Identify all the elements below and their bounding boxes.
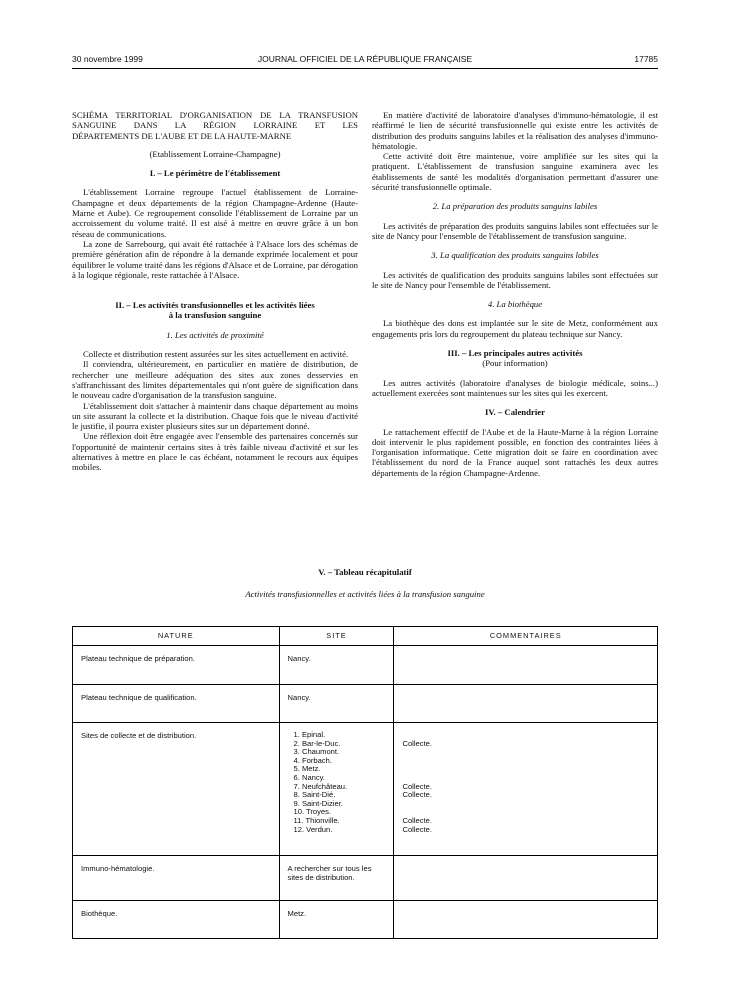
table-row <box>73 685 658 723</box>
site-item: 4. Forbach. <box>293 755 332 765</box>
establishment-name: (Etablissement Lorraine-Champagne) <box>149 148 281 159</box>
right-paragraph2: Cette activité doit être maintenue, voire amplifiée sur les sites qui la pratiquent. L'établissement de transfusion sanguine examinera avec les établissements de santé les modalités d'organisation permettant d'assurer une sécurité transfusionnelle optimale. <box>372 151 658 193</box>
section1-paragraph1: L'établissement Lorraine regroupe l'actuel établissement de Lorraine-Champagne et deux départements de la région Champagne-Ardenne (Haute-Marne et Aube). Ce regroupement consolide l'établissement de Lorraine par un accroissement du volume traité. Il est aisé à mettre en œuvre grâce à un bon réseau de communications. <box>72 187 358 239</box>
table-row <box>73 901 658 939</box>
comments-cell <box>394 856 658 901</box>
section1-paragraph2: La zone de Sarrebourg, qui avait été rattachée à l'Alsace lors des schémas de première génération afin de répondre à la demande exprimée localement et pour équilibrer le volume traité dans les régions d'Alsace et de Lorraine, par dérogation à la logique régionale, reste rattachée à l'Alsace. <box>72 238 358 280</box>
comment-item <box>402 748 649 757</box>
comment-item: Collecte. <box>402 781 433 791</box>
table-subtitle: Activités transfusionnelles et activités liées à la transfusion sanguine <box>245 589 485 599</box>
site-item: 8. Saint-Dié. <box>293 790 336 800</box>
section2-paragraph4: Une réflexion doit être engagée avec l'ensemble des partenaires concernés sur l'opportunité de maintenir certains sites à très faible niveau d'activité et sur les alternatives à mettre en place le cas échéant, notamment le recours aux équipes mobiles. <box>72 431 358 473</box>
comments-cell <box>394 685 658 723</box>
right-paragraph4: Les activités de qualification des produits sanguins labiles sont effectuées sur le site de Nancy pour l'ensemble de l'établissement. <box>372 269 658 290</box>
comment-item <box>402 731 649 740</box>
site-item: 3. Chaumont. <box>293 747 340 757</box>
site-cell: Nancy. <box>279 685 394 723</box>
section4-heading: IV. – Calendrier <box>485 407 545 418</box>
header-nature: NATURE <box>73 627 280 646</box>
nature-cell: Plateau technique de préparation. <box>73 646 280 685</box>
comment-item <box>402 757 649 766</box>
site-item: 11. Thionville. <box>293 815 340 825</box>
nature-cell: Biothèque. <box>73 901 280 939</box>
comments-cell <box>394 901 658 939</box>
comments-list <box>402 731 649 834</box>
header-page-number: 17785 <box>634 54 658 64</box>
left-column <box>72 110 358 473</box>
site-cell <box>279 856 394 901</box>
table-row <box>73 856 658 901</box>
site-item: 7. Neufchâteau. <box>293 781 348 791</box>
nature-cell: Immuno-hématologie. <box>73 856 280 901</box>
header-journal-title: JOURNAL OFFICIEL DE LA RÉPUBLIQUE FRANÇAISE <box>257 54 473 64</box>
section2-paragraph1: Collecte et distribution restent assurées sur les sites actuellement en activité. <box>83 349 349 360</box>
comments-cell <box>394 646 658 685</box>
comment-item <box>402 808 649 817</box>
site-text-line1: A rechercher sur tous les <box>287 864 372 873</box>
site-list <box>288 731 386 834</box>
comment-item: Collecte. <box>402 824 433 834</box>
scheme-title-line1: SCHÉMA TERRITORIAL D'ORGANISATION DE LA TRANSFUSION <box>72 110 358 120</box>
section2-paragraph3: L'établissement doit s'attacher à maintenir dans chaque département au moins un site assurant la collecte et la distribution. Chaque fois que le niveau d'activité le justifie, il pourra exister plusieurs sites sur un département donné. <box>72 400 358 432</box>
site-item: 1. Epinal. <box>293 730 326 739</box>
site-cell: Nancy. <box>279 646 394 685</box>
site-item: 12. Verdun. <box>293 824 333 834</box>
header-date: 30 novembre 1999 <box>72 54 143 64</box>
scheme-title-line3: DÉPARTEMENTS DE L'AUBE ET DE LA HAUTE-MARNE <box>72 130 292 141</box>
site-list-cell <box>279 723 394 856</box>
site-item: 10. Troyes. <box>293 807 332 817</box>
table-row <box>73 723 658 856</box>
header-site: SITE <box>279 627 394 646</box>
section2-heading-line2: à la transfusion sanguine <box>168 310 262 321</box>
comment-item <box>402 765 649 774</box>
right-paragraph1: En matière d'activité de laboratoire d'analyses d'immuno-hématologie, il est réaffirmé le lien de sécurité transfusionnelle qui existe entre les activités de distribution des produits sanguins labiles et la réalisation des analyses d'immuno-hématologie. <box>372 110 658 151</box>
comments-list-cell <box>394 723 658 856</box>
right-column <box>372 110 658 478</box>
scheme-title-line2: SANGUINE DANS LA RÉGION LORRAINE ET LES <box>72 120 358 131</box>
section2-paragraph2: Il conviendra, ultérieurement, en particulier en matière de distribution, de rechercher une meilleure adéquation des sites aux zones desservies en s'affranchissant des limites départementales qui n'ont guère de signification dans le nouveau cadre d'organisation de la transfusion sanguine. <box>72 359 358 401</box>
right-paragraph7: Le rattachement effectif de l'Aube et de la Haute-Marne à la région Lorraine doit intervenir le plus rapidement possible, en fonction des contraintes liées à l'organisation informatique. Cette migration doit se faire en coordination avec l'établissement du nord de la France auquel sont rattachés les deux autres départements de la région Champagne-Ardenne. <box>372 426 658 478</box>
comment-item <box>402 774 649 783</box>
site-item: 2. Bar-le-Duc. <box>293 738 341 748</box>
nature-cell: Plateau technique de qualification. <box>73 685 280 723</box>
site-item: 9. Saint-Dizier. <box>293 798 343 808</box>
section2-4-heading: 4. La biothèque <box>487 299 543 310</box>
header-rule <box>72 68 658 69</box>
right-paragraph6: Les autres activités (laboratoire d'analyses de biologie médicale, soins...) actuellement exercées sont maintenues sur les sites qui les exercent. <box>372 377 658 398</box>
right-paragraph3: Les activités de préparation des produits sanguins labiles sont effectuées sur le site de Nancy pour l'ensemble de l'établissement de transfusion sanguine. <box>372 220 658 241</box>
table-header-row <box>73 627 658 646</box>
section5-heading: V. – Tableau récapitulatif <box>318 567 412 577</box>
recap-table <box>72 626 658 939</box>
header-comments: COMMENTAIRES <box>394 627 658 646</box>
comment-item: Collecte. <box>402 738 433 748</box>
table-row <box>73 646 658 685</box>
comment-item <box>402 800 649 809</box>
section3-heading: III. – Les principales autres activités <box>447 348 583 359</box>
section3-subheading: (Pour information) <box>482 358 548 369</box>
site-text-line2: sites de distribution. <box>287 873 355 882</box>
section2-heading-line1: II. – Les activités transfusionnelles et les activités liées <box>115 300 315 311</box>
page-header <box>72 54 658 68</box>
section5 <box>72 567 658 599</box>
site-item: 6. Nancy. <box>293 772 326 782</box>
section2-3-heading: 3. La qualification des produits sanguins labiles <box>431 250 599 261</box>
section1-heading: I. – Le périmètre de l'établissement <box>149 168 281 179</box>
section2-2-heading: 2. La préparation des produits sanguins labiles <box>432 201 598 212</box>
site-cell: Metz. <box>279 901 394 939</box>
nature-cell: Sites de collecte et de distribution. <box>73 723 280 856</box>
site-item: 5. Metz. <box>293 764 321 774</box>
comment-item: Collecte. <box>402 790 433 800</box>
comment-item: Collecte. <box>402 815 433 825</box>
right-paragraph5: La biothèque des dons est implantée sur le site de Metz, conformément aux engagements pris lors du regroupement du plateau technique sur Nancy. <box>372 318 658 339</box>
section2-1-heading: 1. Les activités de proximité <box>166 329 264 340</box>
